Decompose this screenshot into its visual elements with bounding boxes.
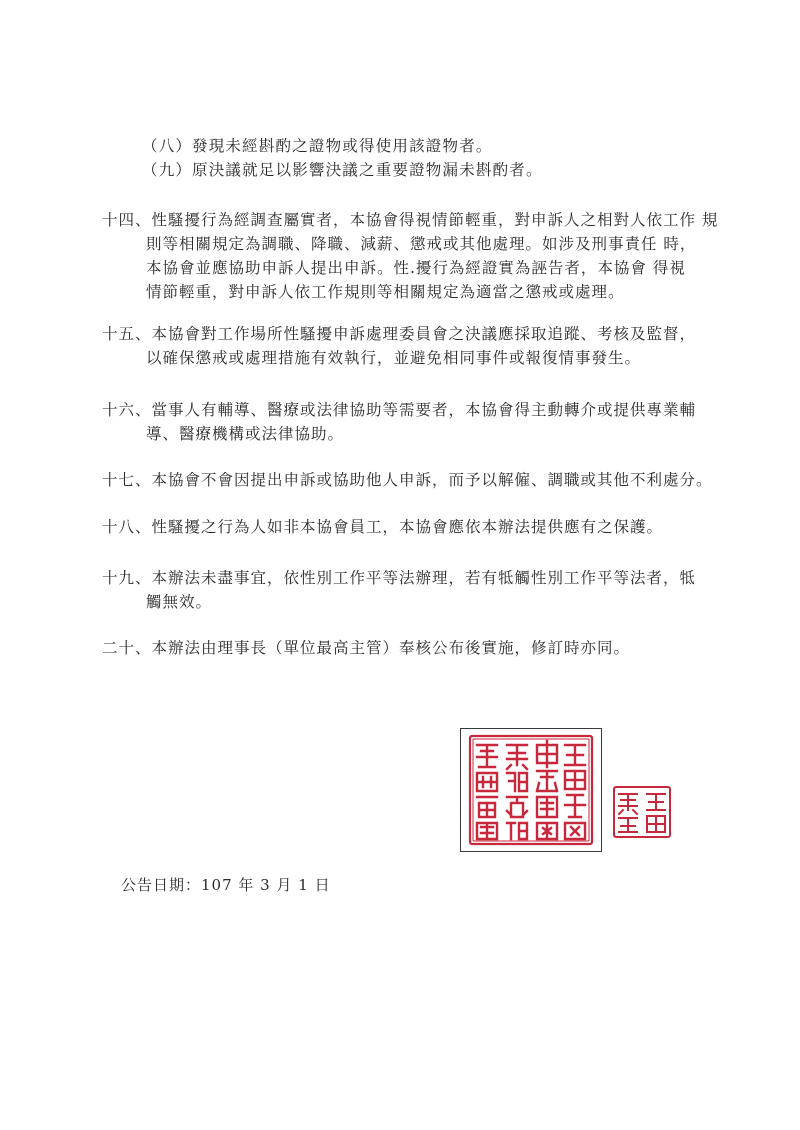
- article-line: 二十、本辦法由理事長（單位最高主管）奉核公布後實施，修訂時亦同。: [102, 639, 631, 657]
- sub-item-number: （九）: [142, 161, 193, 179]
- announcement-date-value: 107 年 3 月 1 日: [201, 876, 331, 894]
- article-18: [102, 515, 702, 539]
- sub-item-8: [142, 134, 493, 156]
- sub-item-number: （八）: [142, 137, 193, 155]
- article-line: 導、醫療機構或法律協助。: [146, 425, 345, 443]
- article-line: 十五、本協會對工作場所性騷擾申訴處理委員會之決議應採取追蹤、考核及監督，: [102, 325, 697, 343]
- announcement-date: [121, 874, 331, 895]
- organization-seal-stamp-icon: [461, 729, 601, 851]
- chairperson-seal-stamp-icon: [611, 784, 673, 840]
- article-16: [102, 398, 702, 446]
- sub-item-text: 發現未經斟酌之證物或得使用該證物者。: [192, 137, 493, 155]
- article-line: 觸無效。: [146, 593, 213, 611]
- chairperson-seal: [611, 784, 673, 840]
- article-14: [102, 208, 719, 304]
- article-line: 十四、性騷擾行為經調查屬實者，本協會得視情節輕重，對申訴人之相對人依工作 規: [102, 211, 719, 229]
- article-line: 本協會並應協助申訴人提出申訴。性.擾行為經證實為誣告者，本協會 得視: [146, 259, 686, 277]
- article-15: [102, 322, 702, 370]
- article-line: 以確保懲戒或處理措施有效執行，並避免相同事件或報復情事發生。: [146, 349, 642, 367]
- article-20: [102, 636, 702, 660]
- article-line: 十六、當事人有輔導、醫療或法律協助等需要者，本協會得主動轉介或提供專業輔: [102, 401, 697, 419]
- article-17: [102, 468, 713, 492]
- organization-seal: [460, 728, 602, 852]
- sub-item-9: [142, 158, 543, 180]
- article-19: [102, 566, 702, 614]
- article-line: 十八、性騷擾之行為人如非本協會員工，本協會應依本辦法提供應有之保護。: [102, 518, 664, 536]
- announcement-date-label: 公告日期：: [121, 876, 202, 894]
- article-line: 十九、本辦法未盡事宜，依性別工作平等法辦理，若有牴觸性別工作平等法者，牴: [102, 569, 697, 587]
- article-line: 則等相關規定為調職、降職、減薪、懲戒或其他處理。如涉及刑事責任 時，: [146, 235, 697, 253]
- sub-item-text: 原決議就足以影響決議之重要證物漏未斟酌者。: [192, 161, 543, 179]
- article-line: 情節輕重，對申訴人依工作規則等相關規定為適當之懲戒或處理。: [146, 283, 625, 301]
- article-line: 十七、本協會不會因提出申訴或協助他人申訴，而予以解僱、調職或其他不利處分。: [102, 471, 713, 489]
